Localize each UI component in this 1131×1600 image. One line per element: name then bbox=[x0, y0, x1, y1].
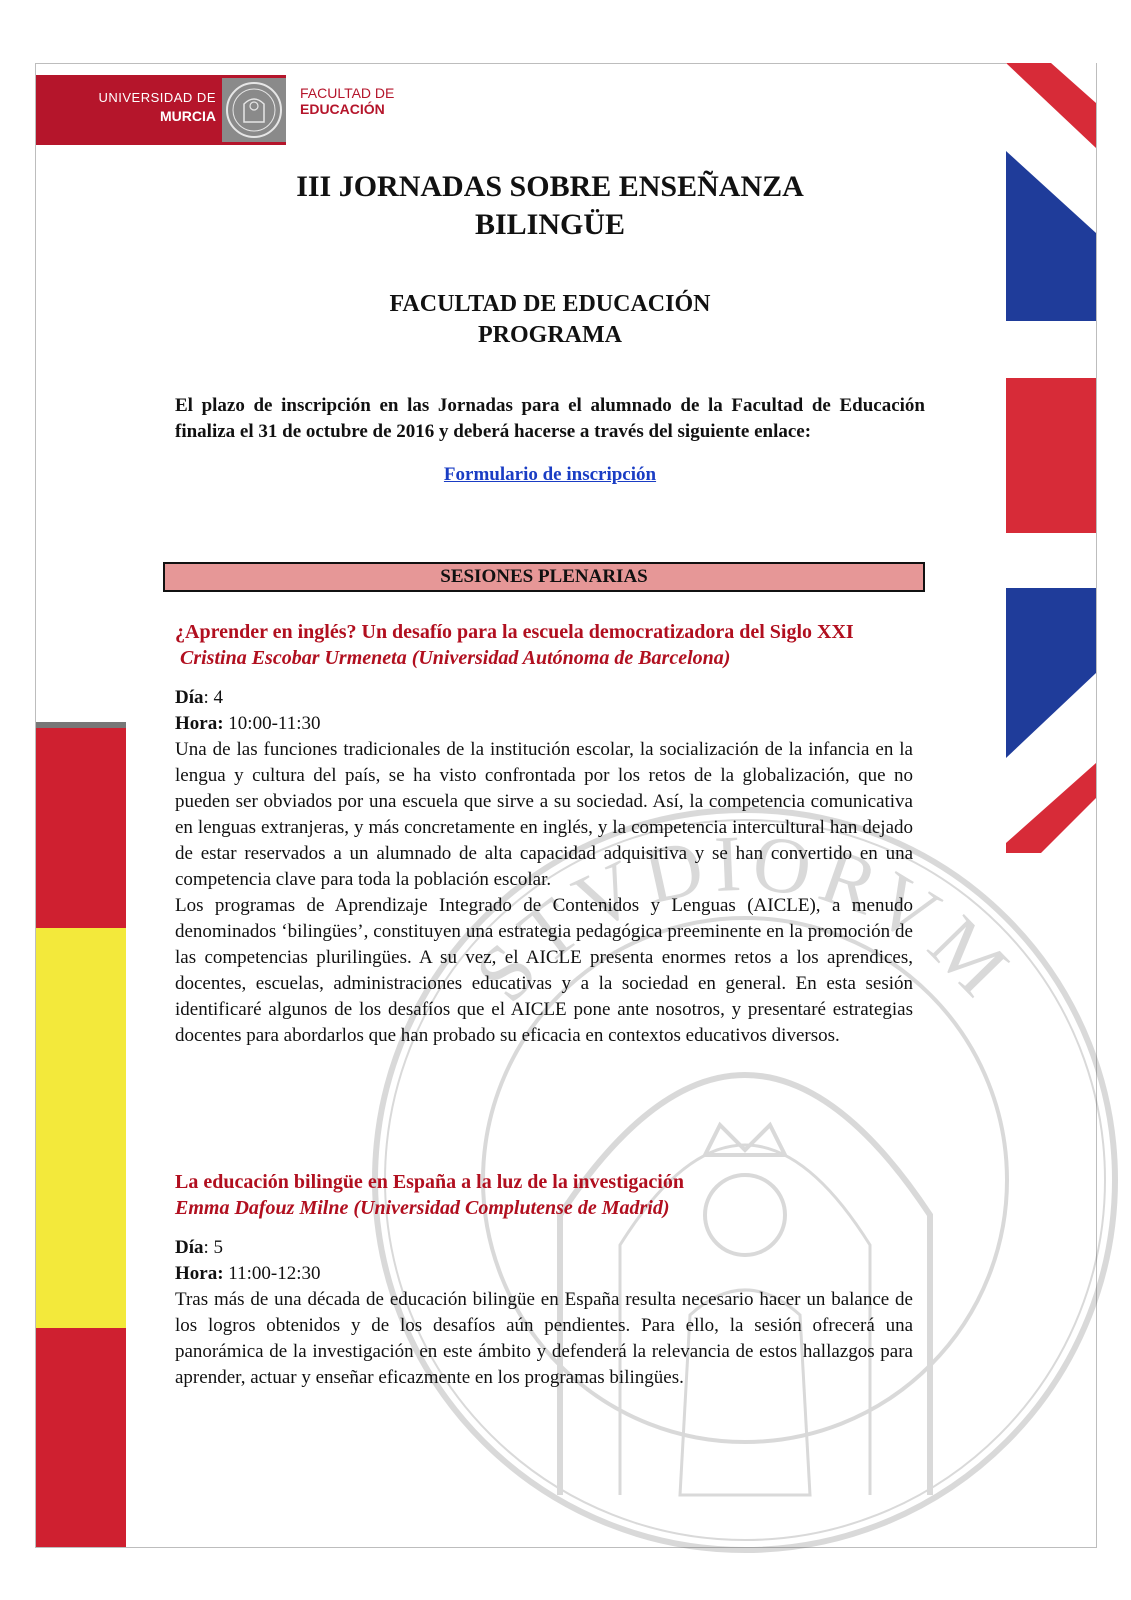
talk-description: Tras más de una década de educación bilingüe en España resulta necesario hacer un balance de los logros obtenidos y de los desafíos aún pendientes. Para ello, la sesión ofrecerá una panorámica de la investigación en este ámbito y defenderá la relevancia de estos hallazgos para aprender, actuar y enseñar eficazmente en los programas bilingües. bbox=[175, 1289, 913, 1388]
talk-day bbox=[175, 1235, 913, 1261]
talk-description: Los programas de Aprendizaje Integrado de Contenidos y Lenguas (AICLE), a menudo denominados ‘bilingües’, constituyen una estrategia pedagógica preeminente en la promoción de las competencias plurilingües. A su vez, el AICLE presenta enormes retos a los aprendices, docentes, escuelas, administraciones educativas y a la sociedad en general. En esta sesión identificaré algunos de los desafíos que el AICLE pone ante nosotros, y presentaré estrategias docentes para abordarlos que han probado su eficacia en contextos educativos diversos. bbox=[175, 895, 913, 1046]
talk-speaker: Emma Dafouz Milne (Universidad Complutense de Madrid) bbox=[175, 1197, 670, 1219]
talk-title: La educación bilingüe en España a la luz de la investigación bbox=[175, 1171, 684, 1193]
document-subtitle bbox=[175, 289, 925, 351]
talk-title: ¿Aprender en inglés? Un desafío para la escuela democratizadora del Siglo XXI bbox=[175, 621, 854, 643]
flag-red-top bbox=[36, 728, 126, 928]
faculty-logo bbox=[300, 85, 394, 117]
document-header bbox=[175, 168, 925, 486]
university-logo bbox=[36, 75, 286, 145]
day-value: : 4 bbox=[203, 687, 224, 708]
day-label: Día bbox=[175, 687, 204, 708]
day-value: : 5 bbox=[203, 1237, 224, 1258]
university-line2: MURCIA bbox=[160, 108, 216, 124]
document-title bbox=[175, 168, 925, 244]
talk-item bbox=[175, 1170, 913, 1391]
talk-time bbox=[175, 711, 913, 737]
registration-form-link[interactable]: Formulario de inscripción bbox=[443, 464, 657, 485]
time-label: Hora: bbox=[175, 713, 224, 734]
uk-flag-decoration bbox=[1006, 63, 1096, 853]
section-heading-plenarias: SESIONES PLENARIAS bbox=[163, 562, 925, 592]
spain-flag-decoration bbox=[36, 728, 126, 1547]
faculty-line1: FACULTAD DE bbox=[300, 85, 395, 101]
registration-link-wrap bbox=[175, 464, 925, 486]
university-logo-text bbox=[98, 89, 216, 125]
time-label: Hora: bbox=[175, 1263, 224, 1284]
university-line1: UNIVERSIDAD DE bbox=[98, 90, 216, 105]
flag-yellow bbox=[36, 928, 126, 1328]
time-value: 10:00-11:30 bbox=[223, 713, 321, 734]
talk-description: Una de las funciones tradicionales de la institución escolar, la socialización de la infancia en la lengua y cultura del país, se ha visto confrontada por los retos de la globalización, que no pueden ser obviados por una escuela que sirve a su sociedad. Así, la competencia comunicativa en lenguas extranjeras, y más concretamente en inglés, y la competencia intercultural han dejado de estar reservados a un alumnado de alta capacidad adquisitiva y se han convertido en una competencia clave para toda la población escolar. bbox=[175, 739, 913, 890]
faculty-line2: EDUCACIÓN bbox=[300, 101, 385, 117]
time-value: 11:00-12:30 bbox=[223, 1263, 321, 1284]
talk-item bbox=[175, 620, 913, 1049]
flag-red-bottom bbox=[36, 1328, 126, 1547]
title-line1: III JORNADAS SOBRE ENSEÑANZA bbox=[296, 170, 804, 203]
svg-text:STVDIORVM: STVDIORVM bbox=[458, 818, 1031, 1019]
title-line2: BILINGÜE bbox=[474, 208, 626, 241]
university-seal-icon bbox=[222, 78, 286, 142]
day-label: Día bbox=[175, 1237, 204, 1258]
talk-day bbox=[175, 685, 913, 711]
subtitle-line1: FACULTAD DE EDUCACIÓN bbox=[389, 291, 711, 317]
talk-time bbox=[175, 1261, 913, 1287]
subtitle-line2: PROGRAMA bbox=[478, 322, 622, 348]
registration-intro: El plazo de inscripción en las Jornadas para el alumnado de la Facultad de Educación finaliza el 31 de octubre de 2016 y deberá hacerse a través del siguiente enlace: bbox=[175, 395, 925, 442]
talk-speaker: Cristina Escobar Urmeneta (Universidad Autónoma de Barcelona) bbox=[180, 647, 731, 669]
